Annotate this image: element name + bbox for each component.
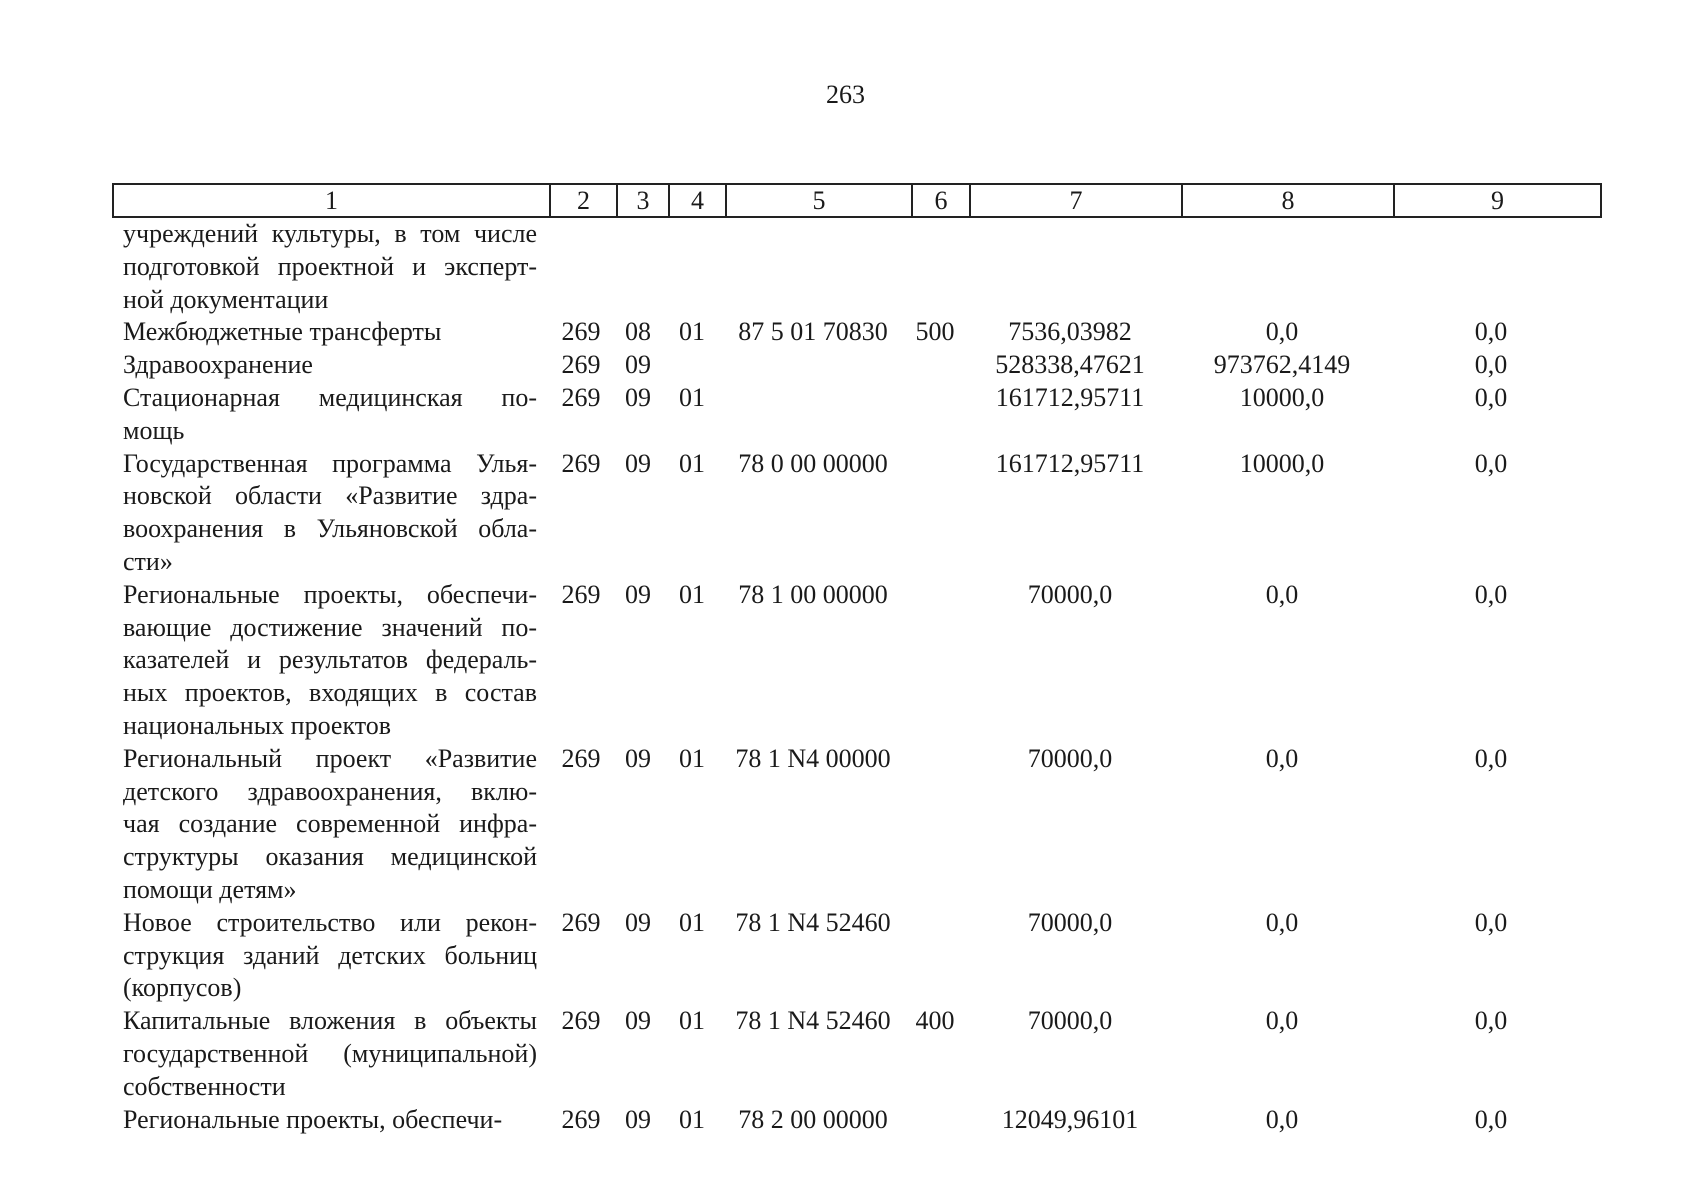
row-description [123,448,537,579]
description-line: собственности [123,1071,286,1101]
description-line: подготовкой проектной и эксперт- [123,251,537,281]
description-line: Региональный проект «Развитие [123,743,537,773]
cell-subsection: 01 [679,382,705,412]
budget-table-body [0,218,1695,1136]
description-line: Государственная программа Улья- [123,448,537,478]
cell-target-article: 78 1 N4 52460 [735,907,891,937]
description-line: Региональные проекты, обеспечи- [123,579,537,609]
description-line: учреждений культуры, в том числе [123,219,537,248]
description-line: Новое строительство или рекон- [123,907,537,937]
cell-target-article: 78 1 N4 00000 [735,743,891,773]
cell-amount-col9: 0,0 [1474,317,1508,347]
description-line: чая создание современной инфра- [123,809,537,839]
cell-expense-type: 500 [915,317,955,347]
column-header-1: 1 [113,184,550,217]
cell-amount-col7: 70000,0 [1027,743,1113,773]
cell-subsection: 01 [679,907,705,937]
cell-amount-col8: 0,0 [1265,1006,1299,1036]
table-row [0,349,1695,382]
cell-section: 09 [625,382,651,412]
column-header-table [112,183,1602,218]
cell-subsection: 01 [679,448,705,478]
row-description [123,579,537,743]
cell-target-article: 78 1 N4 52460 [735,1006,891,1036]
description-line: (корпусов) [123,973,242,1003]
cell-section: 09 [625,448,651,478]
cell-amount-col8: 973762,4149 [1213,350,1351,380]
column-header-6: 6 [912,184,970,217]
cell-section: 09 [625,1006,651,1036]
row-description [123,1005,537,1103]
cell-amount-col9: 0,0 [1474,350,1508,380]
table-row [0,1104,1695,1137]
row-description [123,218,537,316]
row-description [123,907,537,1005]
cell-code-admin: 269 [561,907,601,937]
column-header-2: 2 [550,184,617,217]
description-line: государственной (муниципальной) [123,1038,537,1068]
table-row [0,743,1695,907]
cell-amount-col8: 0,0 [1265,317,1299,347]
description-line: национальных проектов [123,710,392,740]
table-row [0,579,1695,743]
cell-amount-col9: 0,0 [1474,743,1508,773]
cell-subsection: 01 [679,743,705,773]
cell-subsection: 01 [679,1104,705,1134]
cell-amount-col9: 0,0 [1474,579,1508,609]
cell-target-article: 78 2 00 00000 [738,1104,888,1134]
cell-code-admin: 269 [561,317,601,347]
table-row [0,448,1695,579]
cell-subsection: 01 [679,579,705,609]
description-line: Региональные проекты, обеспечи- [123,1104,503,1134]
cell-amount-col7: 161712,95711 [995,448,1145,478]
cell-section: 09 [625,1104,651,1134]
cell-expense-type: 400 [915,1006,955,1036]
column-header-4: 4 [669,184,726,217]
cell-amount-col7: 70000,0 [1027,907,1113,937]
cell-code-admin: 269 [561,1006,601,1036]
description-line: ной документации [123,284,329,314]
cell-target-article: 78 0 00 00000 [738,448,888,478]
cell-amount-col7: 161712,95711 [995,382,1145,412]
cell-section: 08 [625,317,651,347]
description-line: воохранения в Ульяновской обла- [123,514,537,544]
description-line: новской области «Развитие здра- [123,481,537,511]
cell-amount-col7: 7536,03982 [1008,317,1132,347]
row-description [123,743,537,907]
page-number: 263 [826,80,865,109]
row-description [123,316,537,349]
description-line: мощь [123,415,185,445]
cell-amount-col8: 0,0 [1265,907,1299,937]
description-line: Стационарная медицинская по- [123,382,537,412]
cell-amount-col9: 0,0 [1474,448,1508,478]
cell-code-admin: 269 [561,579,601,609]
cell-target-article: 78 1 00 00000 [738,579,888,609]
description-line: казателей и результатов федераль- [123,645,537,675]
cell-code-admin: 269 [561,448,601,478]
table-row [0,382,1695,448]
column-header-3: 3 [617,184,669,217]
cell-subsection: 01 [679,317,705,347]
description-line: Капитальные вложения в объекты [123,1006,537,1036]
description-line: Здравоохранение [123,350,313,380]
cell-amount-col9: 0,0 [1474,1006,1508,1036]
description-line: Межбюджетные трансферты [123,317,442,347]
table-row [0,316,1695,349]
cell-amount-col9: 0,0 [1474,1104,1508,1134]
cell-code-admin: 269 [561,743,601,773]
table-row [0,907,1695,1005]
description-line: ных проектов, входящих в состав [123,678,537,708]
cell-amount-col9: 0,0 [1474,382,1508,412]
row-description [123,349,537,382]
cell-section: 09 [625,743,651,773]
cell-amount-col8: 0,0 [1265,1104,1299,1134]
cell-amount-col8: 0,0 [1265,579,1299,609]
description-line: детского здравоохранения, вклю- [123,776,537,806]
cell-amount-col7: 528338,47621 [995,350,1145,380]
cell-amount-col7: 70000,0 [1027,579,1113,609]
description-line: структуры оказания медицинской [123,842,537,872]
row-description [123,382,537,448]
description-line: вающие достижение значений по- [123,612,537,642]
column-header-row [113,184,1601,217]
cell-amount-col8: 0,0 [1265,743,1299,773]
cell-section: 09 [625,579,651,609]
cell-subsection: 01 [679,1006,705,1036]
cell-amount-col8: 10000,0 [1239,448,1325,478]
cell-code-admin: 269 [561,382,601,412]
column-header-8: 8 [1182,184,1394,217]
row-description [123,1104,537,1137]
cell-amount-col8: 10000,0 [1239,382,1325,412]
table-row [0,218,1695,316]
cell-code-admin: 269 [561,350,601,380]
table-row [0,1005,1695,1103]
cell-amount-col9: 0,0 [1474,907,1508,937]
cell-amount-col7: 70000,0 [1027,1006,1113,1036]
cell-amount-col7: 12049,96101 [1001,1104,1139,1134]
cell-code-admin: 269 [561,1104,601,1134]
column-header-7: 7 [970,184,1182,217]
cell-section: 09 [625,350,651,380]
description-line: помощи детям» [123,874,297,904]
description-line: сти» [123,546,173,576]
column-header-5: 5 [726,184,912,217]
cell-target-article: 87 5 01 70830 [738,317,888,347]
description-line: струкция зданий детских больниц [123,940,537,970]
column-header-9: 9 [1394,184,1601,217]
cell-section: 09 [625,907,651,937]
